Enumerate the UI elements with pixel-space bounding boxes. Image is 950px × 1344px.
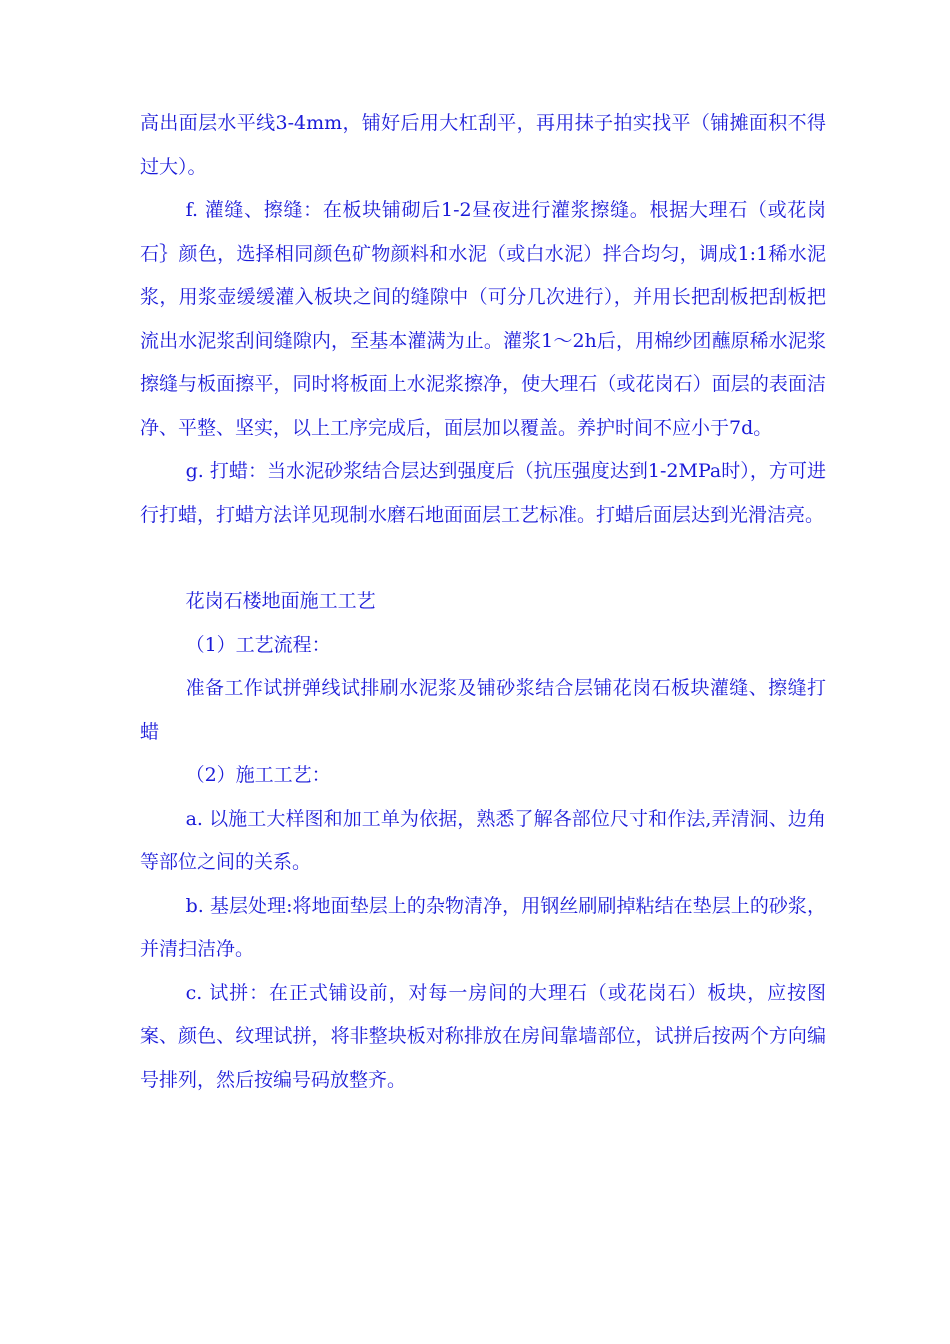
paragraph-step-a: a. 以施工大样图和加工单为依据，熟悉了解各部位尺寸和作法,弄清洞、边角等部位之间的关系。	[140, 807, 826, 873]
heading-process-flow: （1）工艺流程：	[185, 633, 331, 656]
document-body	[140, 102, 826, 1102]
section-spacer	[140, 537, 826, 580]
paragraph-step-b: b. 基层处理:将地面垫层上的杂物清净，用钢丝刷刷掉粘结在垫层上的砂浆，并清扫洁净。	[140, 894, 826, 960]
paragraph-grouting: f. 灌缝、擦缝：在板块铺砌后1-2昼夜进行灌浆擦缝。根据大理石（或花岗石｝颜色，选择相同颜色矿物颜料和水泥（或白水泥）拌合均匀，调成1:1稀水泥浆，用浆壶缓缓灌入板块之间的缝隙中（可分几次进行），并用长把刮板把刮板把流出水泥浆刮间缝隙内，至基本灌满为止。灌浆1～2h后，用棉纱团蘸原稀水泥浆擦缝与板面擦平，同时将板面上水泥浆擦净，使大理石（或花岗石）面层的表面洁净、平整、坚实，以上工序完成后，面层加以覆盖。养护时间不应小于7d。	[140, 199, 826, 439]
paragraph-leveling: 高出面层水平线3-4mm，铺好后用大杠刮平，再用抹子拍实找平（铺摊面积不得过大）。	[140, 112, 826, 178]
section-title-granite-floor: 花岗石楼地面施工工艺	[185, 590, 376, 612]
heading-construction-process: （2）施工工艺：	[185, 764, 331, 786]
paragraph-waxing: g. 打蜡：当水泥砂浆结合层达到强度后（抗压强度达到1-2MPa时），方可进行打蜡，打蜡方法详见现制水磨石地面面层工艺标准。打蜡后面层达到光滑洁亮。	[140, 460, 826, 526]
paragraph-step-c: c. 试拼：在正式铺设前，对每一房间的大理石（或花岗石）板块，应按图案、颜色、纹理试拼，将非整块板对称排放在房间靠墙部位，试拼后按两个方向编号排列，然后按编号码放整齐。	[140, 981, 826, 1091]
paragraph-process-steps: 准备工作试拼弹线试排刷水泥浆及铺砂浆结合层铺花岗石板块灌缝、擦缝打蜡	[140, 677, 826, 743]
